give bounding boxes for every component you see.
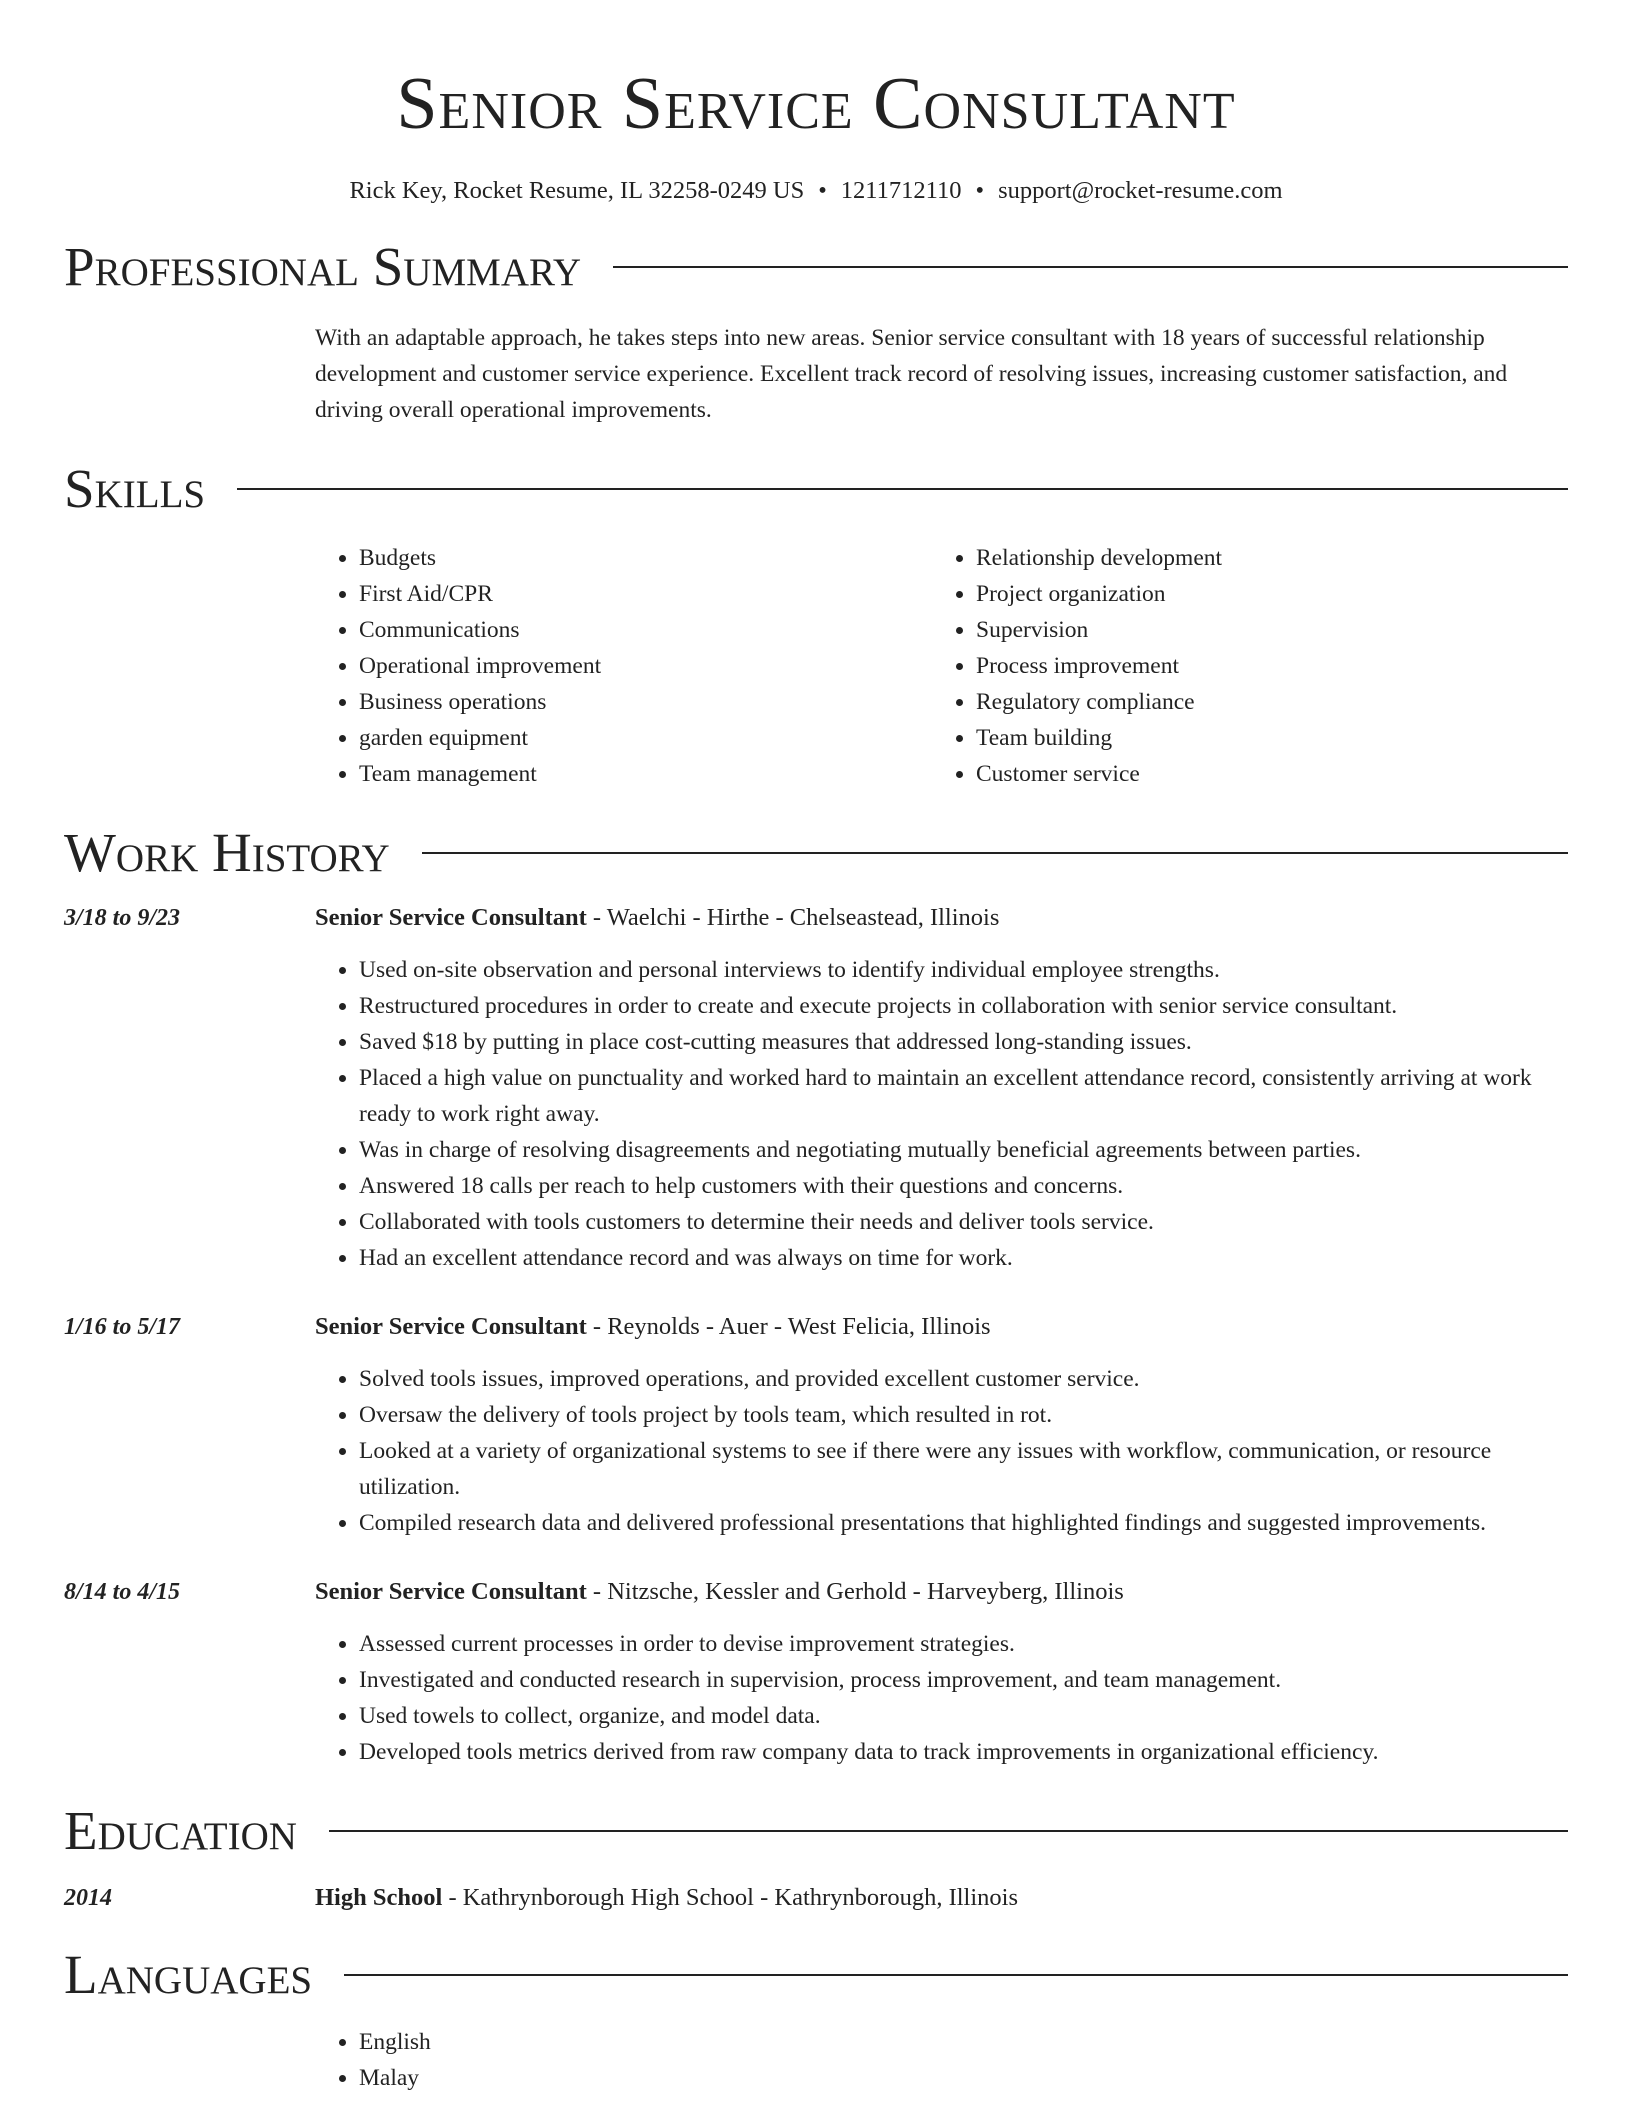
job-bullet: • Saved $18 by putting in place cost-cutting measures that addressed long-standing issues. [359, 1024, 1568, 1060]
section-divider [613, 266, 1568, 268]
job-bullet: • Collaborated with tools customers to determine their needs and deliver tools service. [359, 1204, 1568, 1240]
job-bullet: • Investigated and conducted research in supervision, process improvement, and team management. [359, 1662, 1568, 1698]
job-bullet: • Developed tools metrics derived from raw company data to track improvements in organizational efficiency. [359, 1734, 1568, 1770]
job-entry [64, 1574, 1568, 1770]
job-bullet: • Was in charge of resolving disagreements and negotiating mutually beneficial agreements between parties. [359, 1132, 1568, 1168]
education-entry [64, 1880, 1568, 1916]
language-item: • English [359, 2024, 1568, 2060]
job-title: Senior Service Consultant [315, 1313, 587, 1340]
job-entry [64, 1309, 1568, 1541]
job-bullet: • Answered 18 calls per reach to help customers with their questions and concerns. [359, 1168, 1568, 1204]
section-divider [344, 1974, 1568, 1976]
skills-section-header [64, 458, 1568, 520]
skill-item: • Relationship development [976, 540, 1549, 576]
job-bullet: • Used towels to collect, organize, and model data. [359, 1698, 1568, 1734]
contact-separator: • [818, 177, 827, 204]
job-title: Senior Service Consultant [315, 904, 587, 931]
skill-item: • Customer service [976, 756, 1549, 792]
skill-item: • garden equipment [359, 720, 932, 756]
job-entry [64, 900, 1568, 1276]
summary-heading: Professional Summary [64, 236, 582, 297]
skill-item: • First Aid/CPR [359, 576, 932, 612]
job-employer: - Reynolds - Auer - West Felicia, Illinois [586, 1313, 991, 1340]
contact-phone: 1211712110 [840, 177, 962, 204]
job-employer: - Nitzsche, Kessler and Gerhold - Harveyberg, Illinois [586, 1578, 1124, 1605]
contact-line [64, 174, 1568, 208]
skill-item: • Operational improvement [359, 648, 932, 684]
summary-section-header [64, 236, 1568, 298]
languages-list [315, 2024, 1568, 2096]
skill-item: • Communications [359, 612, 932, 648]
job-bullet: • Compiled research data and delivered professional presentations that highlighted findings and suggested improvements. [359, 1505, 1568, 1541]
education-school: - Kathrynborough High School - Kathrynborough, Illinois [442, 1884, 1018, 1911]
skill-item: • Team building [976, 720, 1549, 756]
language-item: • Malay [359, 2060, 1568, 2096]
skill-item: • Process improvement [976, 648, 1549, 684]
languages-section-header [64, 1944, 1568, 2006]
job-dates: 8/14 to 4/15 [64, 1579, 181, 1605]
job-dates: 3/18 to 9/23 [64, 905, 181, 931]
work-section-header [64, 822, 1568, 884]
skill-item: • Supervision [976, 612, 1549, 648]
job-dates: 1/16 to 5/17 [64, 1314, 181, 1340]
section-divider [329, 1830, 1568, 1832]
job-title-line [315, 1574, 1568, 1610]
skill-item: • Business operations [359, 684, 932, 720]
section-divider [422, 852, 1568, 854]
job-bullet: • Had an excellent attendance record and was always on time for work. [359, 1240, 1568, 1276]
summary-text: With an adaptable approach, he takes steps into new areas. Senior service consultant with 18 years of successful relationship development and customer service experience. Excellent track record of resolving issues, increasing customer satisfaction, and driving overall operational improvements. [315, 325, 1508, 423]
job-bullet: • Placed a high value on punctuality and worked hard to maintain an excellent attendance record, consistently arriving at work ready to work right away. [359, 1060, 1568, 1132]
skills-list [315, 540, 1568, 792]
skill-item: • Budgets [359, 540, 932, 576]
education-line [315, 1880, 1018, 1916]
skills-column-right [932, 540, 1549, 792]
skill-item: • Regulatory compliance [976, 684, 1549, 720]
education-year: 2014 [64, 1885, 112, 1911]
skills-column-left [315, 540, 932, 792]
job-bullet: • Used on-site observation and personal interviews to identify individual employee strengths. [359, 952, 1568, 988]
contact-separator: • [975, 177, 985, 204]
job-bullet: • Restructured procedures in order to create and execute projects in collaboration with senior service consultant. [359, 988, 1568, 1024]
job-bullet: • Oversaw the delivery of tools project by tools team, which resulted in rot. [359, 1397, 1568, 1433]
skill-item: • Team management [359, 756, 932, 792]
job-title: Senior Service Consultant [315, 1578, 587, 1605]
job-title-line [315, 900, 1568, 936]
contact-email[interactable]: support@rocket-resume.com [998, 177, 1283, 204]
skill-item: • Project organization [976, 576, 1549, 612]
education-section-header [64, 1800, 1568, 1862]
contact-address: Rick Key, Rocket Resume, IL 32258-0249 US [349, 177, 805, 204]
work-heading: Work History [64, 822, 390, 883]
resume-title: Senior Service Consultant [396, 63, 1236, 145]
section-divider [237, 488, 1568, 490]
skills-heading: Skills [64, 458, 206, 519]
job-title-line [315, 1309, 1568, 1345]
job-bullet: • Solved tools issues, improved operations, and provided excellent customer service. [359, 1361, 1568, 1397]
education-degree: High School [315, 1884, 443, 1911]
job-bullet: • Looked at a variety of organizational systems to see if there were any issues with workflow, communication, or resource utilization. [359, 1433, 1568, 1505]
job-bullet: • Assessed current processes in order to devise improvement strategies. [359, 1626, 1568, 1662]
languages-heading: Languages [64, 1944, 313, 2005]
job-employer: - Waelchi - Hirthe - Chelseastead, Illinois [586, 904, 1000, 931]
education-heading: Education [64, 1800, 297, 1861]
